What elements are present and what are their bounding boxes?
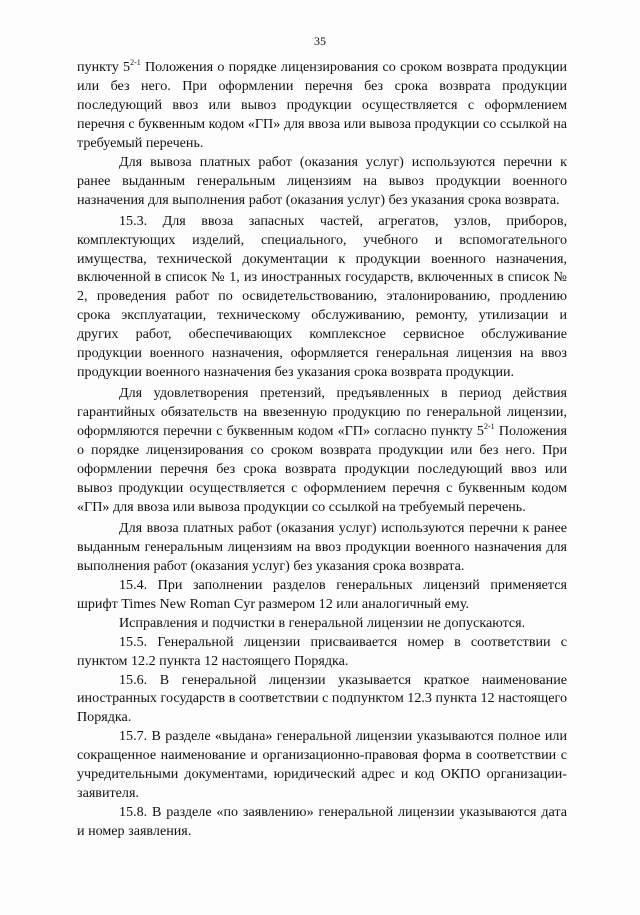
paragraph-export-services: Для вывоза платных работ (оказания услуг) используются перечни к ранее выданным генеральным лицензиям на вывоз продукции военного назначения для выполнения работ (оказания услуг) без указания срока возврата. [77, 153, 567, 208]
paragraph-15-8: 15.8. В разделе «по заявлению» генеральной лицензии указываются дата и номер заявления. [77, 804, 567, 840]
page-number: 35 [314, 34, 326, 48]
paragraph-text: Положения о порядке лицензирования со сроком возврата продукции или без него. При оформлении перечня без срока возврата продукции последующий ввоз или вывоз продукции осуществляется с оформлением перечня с буквенным кодом «ГП» для ввоза или вывоза продукции со ссылкой на требуемый перечень. [77, 59, 567, 151]
superscript: 2-1 [130, 58, 141, 67]
paragraph-corrections: Исправления и подчистки в генеральной лицензии не допускаются. [119, 614, 526, 631]
paragraph-15-6: 15.6. В генеральной лицензии указывается краткое наименование иностранных государств в соответствии с подпунктом 12.3 пункта 12 настоящего Порядка. [77, 671, 567, 726]
paragraph-text: Для удовлетворения претензий, предъявленных в период действия гарантийных обязательств на ввезенную продукцию по генеральной лицензии, оформляются перечни с буквенным кодом «ГП» согласно пункту 5 [77, 385, 567, 440]
document-body [77, 58, 567, 841]
paragraph-15-3: 15.3. Для ввоза запасных частей, агрегатов, узлов, приборов, комплектующих изделий, специального, учебного и вспомогательного имущества, технической документации к продукции военного назначения, включенной в список № 1, из иностранных государств, включенных в список № 2, проведения работ по освидетельствованию, эталонированию, продлению срока эксплуатации, техническому обслуживанию, ремонту, утилизации и других работ, обеспечивающих комплексное сервисное обслуживание продукции военного назначения, оформляется генеральная лицензия на ввоз продукции военного назначения без указания срока возврата продукции. [77, 212, 567, 381]
paragraph-warranty-claims [77, 384, 567, 517]
paragraph-text: Положения о порядке лицензирования со сроком возврата продукции или без него. При оформлении перечня без срока возврата продукции последующий ввоз или вывоз продукции осуществляется с оформлением перечня с буквенным кодом «ГП» для ввоза или вывоза продукции со ссылкой на требуемый перечень. [77, 423, 567, 515]
paragraph-import-services: Для ввоза платных работ (оказания услуг) используются перечни к ранее выданным генеральным лицензиям на ввоз продукции военного назначения для выполнения работ (оказания услуг) без указания срока возврата. [77, 519, 567, 574]
paragraph-15-4: 15.4. При заполнении разделов генеральных лицензий применяется шрифт Times New Roman Cyr размером 12 или аналогичный ему. [77, 576, 567, 612]
paragraph-15-7: 15.7. В разделе «выдана» генеральной лицензии указываются полное или сокращенное наименование и организационно-правовая форма в соответствии с учредительными документами, юридический адрес и код ОКПО организации-заявителя. [77, 728, 567, 802]
paragraph-continuation [77, 58, 567, 153]
paragraph-15-5: 15.5. Генеральной лицензии присваивается номер в соответствии с пунктом 12.2 пункта 12 настоящего Порядка. [77, 633, 567, 669]
superscript: 2-1 [483, 422, 495, 432]
paragraph-text: пункту 5 [77, 59, 131, 75]
